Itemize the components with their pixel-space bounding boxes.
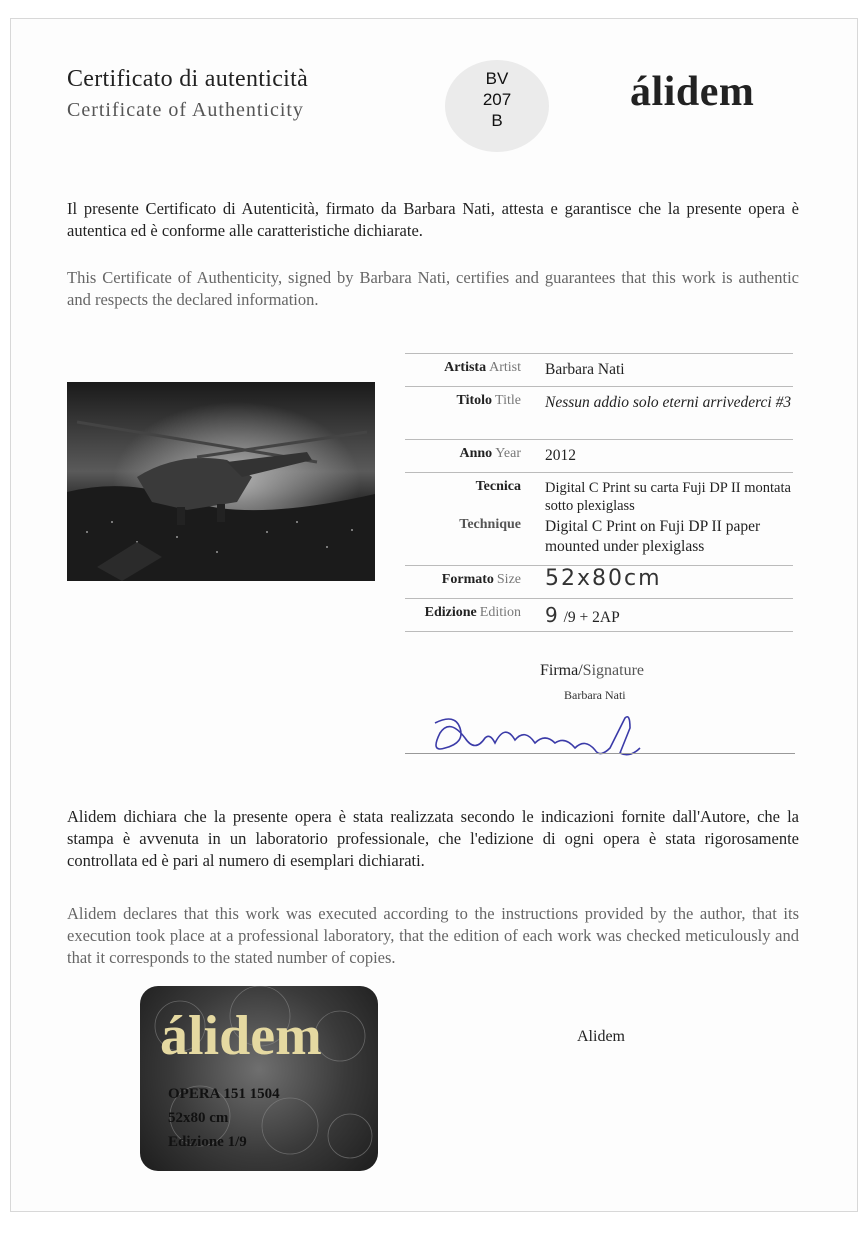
artist-label-it: Artista xyxy=(444,360,487,375)
format-label-en: Size xyxy=(496,572,521,587)
specs-table xyxy=(405,353,793,632)
format-label-it: Formato xyxy=(441,572,494,587)
hologram-line-1: OPERA 151 1504 xyxy=(168,1086,280,1102)
year-label-it: Anno xyxy=(459,446,493,461)
technique-value-en: Digital C Print on Fuji DP II paper mounted under plexiglass xyxy=(545,518,761,555)
signature-label: Firma/Signature xyxy=(540,662,644,679)
spec-row-technique xyxy=(405,473,793,566)
year-value: 2012 xyxy=(545,447,576,464)
spec-row-artist xyxy=(405,354,793,387)
spec-row-year xyxy=(405,440,793,473)
technique-label-it: Tecnica xyxy=(475,479,521,494)
signature-line xyxy=(405,753,795,754)
spec-row-title xyxy=(405,387,793,440)
helicopter-artwork-image xyxy=(67,382,375,581)
spec-row-edition xyxy=(405,599,793,632)
hologram-line-2: 52x80 cm xyxy=(168,1110,229,1126)
technique-label-en: Technique xyxy=(459,517,521,532)
hologram-brand: álidem xyxy=(160,1005,322,1067)
year-label-en: Year xyxy=(495,446,521,461)
badge-line-2: 207 xyxy=(482,90,512,109)
signature-label-en: Signature xyxy=(582,662,644,679)
title-italian: Certificato di autenticità xyxy=(67,66,309,92)
hologram-seal xyxy=(140,986,378,1171)
catalog-badge xyxy=(445,60,549,152)
title-label-it: Titolo xyxy=(456,393,493,408)
declaration-english: Alidem declares that this work was executed according to the instructions provided by the author, that its execution took place at a professional laboratory, that the edition of each work was checked meticulously and that it corresponds to the stated number of copies. xyxy=(67,904,799,967)
signature-stroke xyxy=(425,708,655,768)
title-value: Nessun addio solo eterni arrivederci #3 xyxy=(545,394,792,411)
edition-number-handwritten: 9 xyxy=(545,603,560,627)
artwork-photo xyxy=(67,382,375,581)
footer-brand: Alidem xyxy=(577,1028,625,1045)
edition-value: /9 + 2AP xyxy=(563,609,620,626)
badge-line-3: B xyxy=(491,111,503,130)
artist-value: Barbara Nati xyxy=(545,361,625,378)
intro-english: This Certificate of Authenticity, signed by Barbara Nati, certifies and guarantees that this work is authentic and respects the declared information. xyxy=(67,268,799,309)
title-label-en: Title xyxy=(495,393,521,408)
edition-label-en: Edition xyxy=(479,605,521,620)
declaration-italian: Alidem dichiara che la presente opera è stata realizzata secondo le indicazioni fornite dall'Autore, che la stampa è avvenuta in un laboratorio professionale, che l'edizione di ogni opera è stata rigorosamente controllata ed è pari al numero di esemplari dichiarati. xyxy=(67,807,799,870)
technique-value-it: Digital C Print su carta Fuji DP II montata sotto plexiglass xyxy=(545,480,791,514)
hologram-line-3: Edizione 1/9 xyxy=(168,1134,247,1150)
handwritten-signature xyxy=(425,708,655,773)
signature-name: Barbara Nati xyxy=(564,688,626,702)
brand-logo: álidem xyxy=(630,69,755,115)
badge-line-1: BV xyxy=(485,69,509,88)
artist-label-en: Artist xyxy=(489,360,521,375)
spec-row-format xyxy=(405,566,793,599)
title-english: Certificate of Authenticity xyxy=(67,99,304,121)
format-value: 52x80cm xyxy=(545,566,662,591)
intro-italian: Il presente Certificato di Autenticità, firmato da Barbara Nati, attesta e garantisce che la presente opera è autentica ed è conforme alle caratteristiche dichiarate. xyxy=(67,199,799,240)
edition-label-it: Edizione xyxy=(424,605,477,620)
